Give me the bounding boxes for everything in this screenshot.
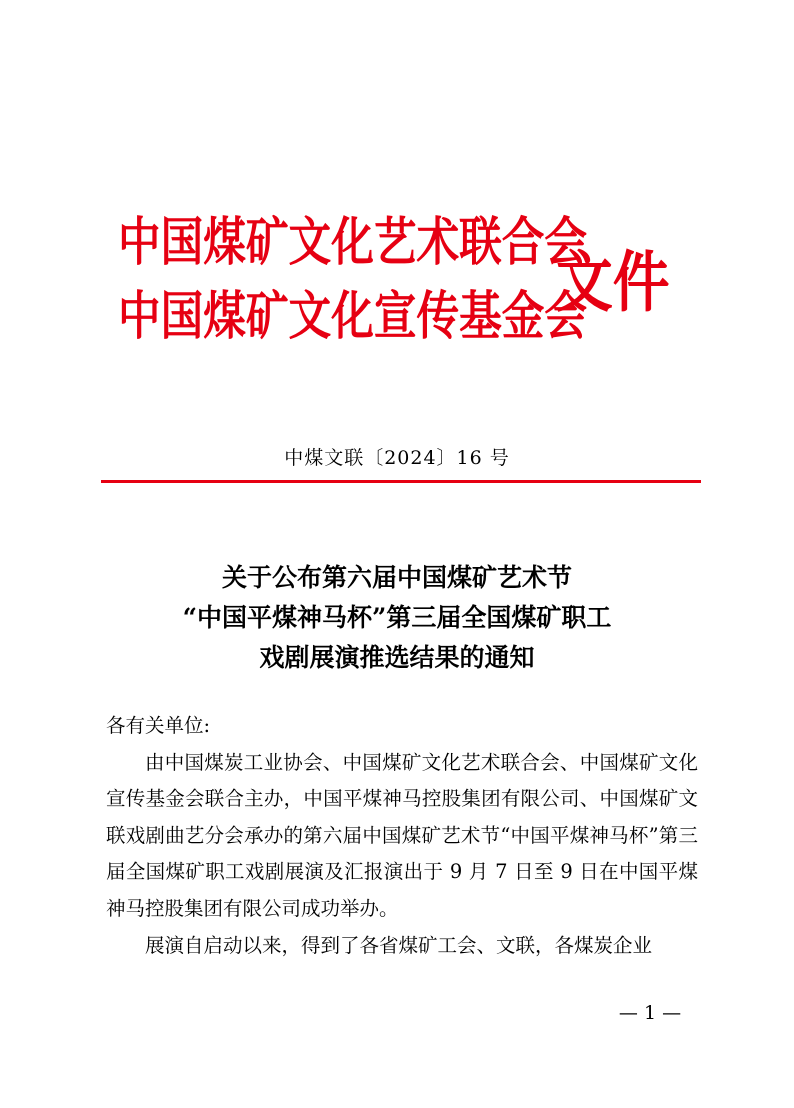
document-body: [106, 708, 698, 964]
title-line-1: 关于公布第六届中国煤矿艺术节: [221, 563, 572, 592]
salutation: 各有关单位:: [106, 714, 211, 737]
title-line-3: 戏剧展演推选结果的通知: [259, 643, 535, 672]
title-line-2: “中国平煤神马杯”第三届全国煤矿职工: [182, 603, 612, 632]
issuer-name-1: 中国煤矿文化艺术联合会: [118, 212, 588, 273]
document-label: 文件: [556, 243, 670, 321]
body-paragraph-1: 由中国煤炭工业协会、中国煤矿文化艺术联合会、中国煤矿文化宣传基金会联合主办，中国平煤神马控股集团有限公司、中国煤矿文联戏剧曲艺分会承办的第六届中国煤矿艺术节“中国平煤神马杯”第三届全国煤矿职工戏剧展演及汇报演出于 9 月 7 日至 9 日在中国平煤神马控股集团有限公司成功举办。: [106, 750, 698, 920]
document-title: [0, 558, 794, 678]
page-number: — 1 —: [618, 1002, 682, 1024]
issuing-header: [118, 205, 688, 365]
red-divider-line: [101, 480, 701, 483]
document-number: 中煤文联〔2024〕16 号: [284, 447, 510, 469]
issuer-name-2: 中国煤矿文化宣传基金会: [118, 286, 588, 347]
body-paragraph-2: 展演自启动以来，得到了各省煤矿工会、文联，各煤炭企业: [145, 933, 653, 957]
